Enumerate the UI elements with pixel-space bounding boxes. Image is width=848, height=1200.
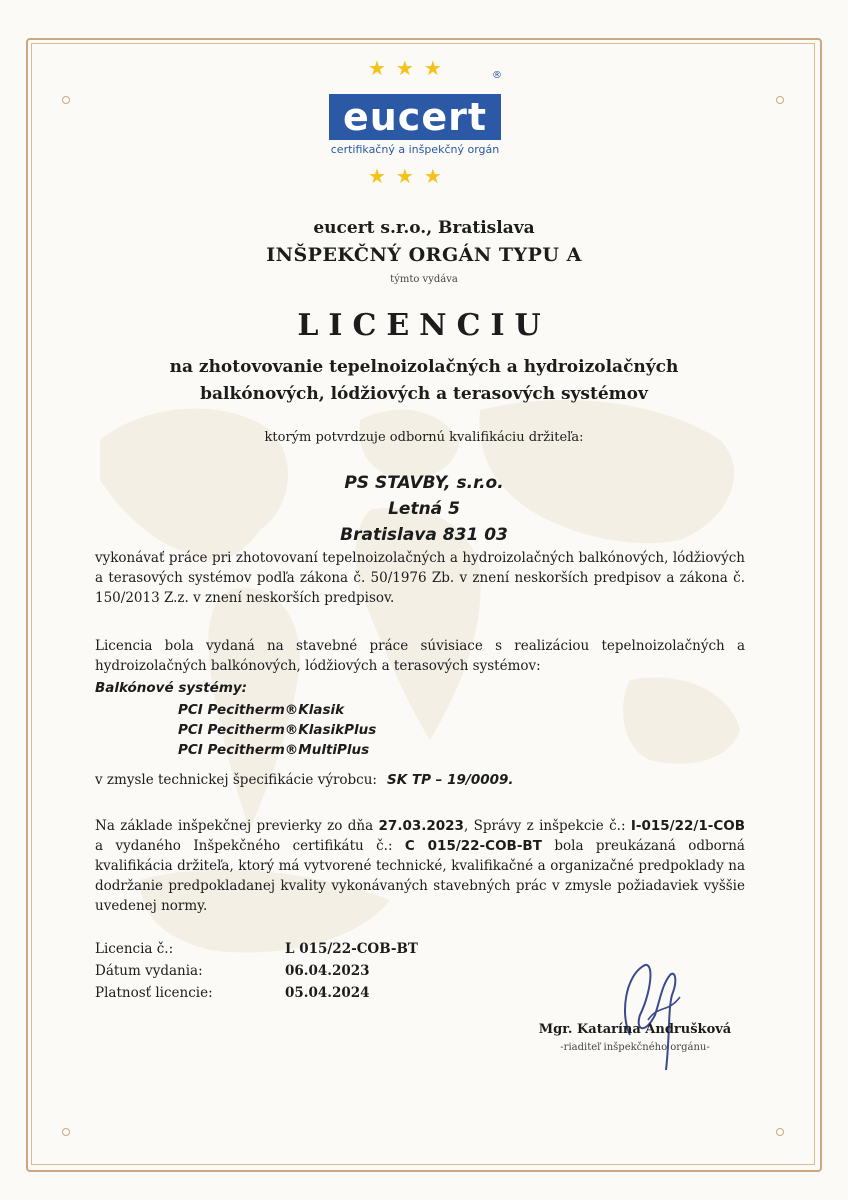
holder-name: PS STAVBY, s.r.o.	[344, 473, 504, 493]
stars-icon: ★★★	[368, 56, 452, 80]
holder-street: Letná 5	[388, 499, 460, 519]
corner-ornament	[62, 1128, 70, 1136]
signatory-role: -riaditeľ inšpekčného orgánu-	[560, 1042, 710, 1053]
handwritten-signature	[600, 935, 700, 1075]
license-details	[95, 938, 418, 1004]
license-number-row	[95, 938, 418, 960]
corner-ornament	[776, 96, 784, 104]
issue-date-row	[95, 960, 418, 982]
inspection-date: 27.03.2023	[378, 818, 464, 834]
product-item: PCI Pecitherm®MultiPlus	[178, 742, 370, 758]
brand-tagline: certifikačný a inšpekčný orgán	[330, 143, 500, 156]
confirm-text: ktorým potvrdzuje odbornú kvalifikáciu držiteľa:	[264, 430, 584, 445]
license-number-label: Licencia č.:	[95, 941, 174, 957]
document-title: LICENCIU	[297, 308, 551, 343]
validity-label: Platnosť licencie:	[95, 985, 213, 1001]
product-item: PCI Pecitherm®KlasikPlus	[178, 722, 377, 738]
holder-city: Bratislava 831 03	[340, 525, 508, 545]
systems-label: Balkónové systémy:	[95, 680, 248, 696]
spec-value: SK TP – 19/0009.	[386, 772, 514, 788]
issuer-name: eucert s.r.o., Bratislava	[313, 218, 535, 238]
subtitle-line: na zhotovovanie tepelnoizolačných a hydroizolačných	[169, 357, 679, 377]
product-item: PCI Pecitherm®Klasik	[178, 702, 345, 718]
inspection-text: , Správy z inšpekcie č.:	[463, 818, 631, 834]
inspection-text: Na základe inšpekčnej previerky zo dňa	[95, 818, 379, 834]
inspection-text: a vydaného Inšpekčného certifikátu č.:	[95, 838, 405, 854]
validity-row	[95, 982, 418, 1004]
license-number-value: L 015/22-COB-BT	[285, 941, 418, 957]
certificate-number: C 015/22-COB-BT	[404, 838, 542, 854]
subtitle-line: balkónových, lódžiových a terasových systémov	[200, 384, 648, 404]
validity-value: 05.04.2024	[285, 985, 370, 1001]
brand-name: eucert	[329, 94, 501, 140]
issues-text: týmto vydáva	[390, 274, 458, 285]
license-scope-paragraph: Licencia bola vydaná na stavebné práce súvisiace s realizáciou tepelnoizolačných a hydroizolačných balkónových, lódžiových a terasových systémov:	[95, 638, 745, 674]
spec-text: v zmysle technickej špecifikácie výrobcu:	[95, 772, 377, 788]
corner-ornament	[776, 1128, 784, 1136]
organization-type: INŠPEKČNÝ ORGÁN TYPU A	[266, 244, 582, 266]
document-subtitle	[60, 354, 788, 408]
report-number: I-015/22/1-COB	[630, 818, 745, 834]
holder-block	[60, 470, 788, 548]
corner-ornament	[62, 96, 70, 104]
signatory-name: Mgr. Katarína Andrušková	[538, 1022, 732, 1037]
inspection-text: bola preukázaná odborná kvalifikácia držiteľa, ktorý má vytvorené technické, kvalifikačné a organizačné predpoklady na dodržanie predpokladanej kvality vykonávaných stavebných prác v zmysle požiadaviek vyššie uvedenej normy.	[95, 838, 745, 914]
product-list	[178, 700, 376, 760]
scope-paragraph: vykonávať práce pri zhotovovaní tepelnoizolačných a hydroizolačných balkónových, lódžiových a terasových systémov podľa zákona č. 50/1976 Zb. v znení neskorších predpisov a zákona č. 150/2013 Z.z. v znení neskorších predpisov.	[95, 550, 745, 606]
issue-date-label: Dátum vydania:	[95, 963, 203, 979]
issue-date-value: 06.04.2023	[285, 963, 370, 979]
inspection-paragraph	[95, 816, 745, 916]
registered-mark: ®	[492, 70, 502, 81]
stars-icon: ★★★	[368, 164, 452, 188]
spec-line	[95, 772, 514, 788]
